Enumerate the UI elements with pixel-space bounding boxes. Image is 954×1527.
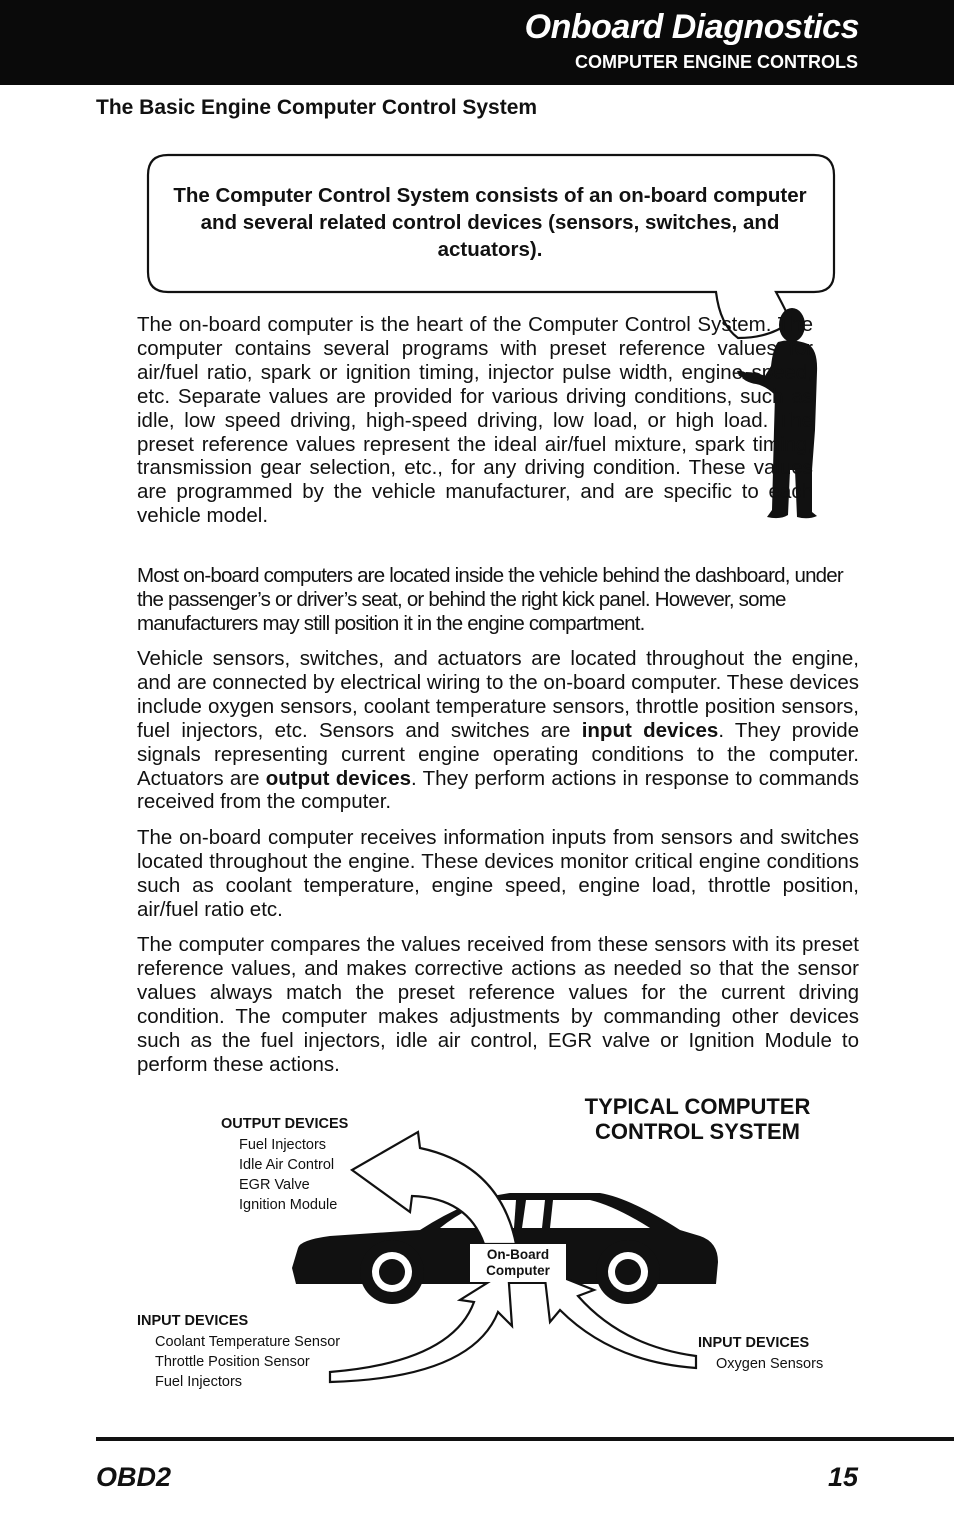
input-arrow-left (330, 1270, 512, 1382)
input-devices-right-heading: INPUT DEVICES (698, 1335, 810, 1351)
paragraph-devices-text-e: . They perform actions in response to commands received from the computer. (137, 766, 859, 814)
paragraph-inputs: The on-board computer receives information inputs from sensors and switches located throughout the engine. These devices monitor critical engine conditions such as coolant temperature, engine speed, engine load, throttle position, air/fuel ratio etc. (137, 826, 859, 921)
paragraph-intro-text: The on-board computer is the heart of the Computer Control System. The computer contains several programs with preset reference values for air/fuel ratio, spark or ignition timing, injector pulse width, engine speed, etc. Separate values are provided for various driving conditions, such as idle, low speed driving, high-speed driving, low load, or high load. The preset reference values represent the ideal air/fuel mixture, spark timing, transmission gear selection, etc., for any driving condition. These values are programmed by the vehicle manufacturer, and are specific to each vehicle model. (137, 313, 813, 528)
section-title: The Basic Engine Computer Control System (96, 96, 538, 119)
term-output-devices: output devices (265, 766, 411, 790)
paragraph-location: Most on-board computers are located inside the vehicle behind the dashboard, under the passenger’s or driver’s seat, or behind the right kick panel. However, some manufacturers may still position it in the engine compartment. (137, 564, 843, 635)
paragraph-devices-text-a: Vehicle sensors, switches, and actuators are located throughout the engine, and are connected by electrical wiring to the on-board computer. These devices include oxygen sensors, coolant temperature sensors, throttle position sensors, fuel injectors, etc. Sensors and switches are (137, 647, 859, 742)
input-device-item: Fuel Injectors (155, 1374, 243, 1390)
paragraph-devices-text-c: . They provide signals representing current engine operating conditions to the computer. Actuators are (137, 718, 860, 790)
page-number: 15 (827, 1462, 858, 1492)
input-devices-left-heading: INPUT DEVICES (137, 1313, 249, 1329)
input-devices-right-list (716, 1354, 823, 1374)
input-device-item: Oxygen Sensors (716, 1356, 824, 1372)
paragraph-corrections: The computer compares the values received from these sensors with its preset reference values, and makes corrective actions as needed so that the sensor values always match the preset reference values for the current driving condition. The computer makes adjustments by commanding other devices such as the fuel injectors, idle air control, EGR valve or Ignition Module to perform these actions. (137, 933, 859, 1076)
footer-rule (96, 1437, 954, 1441)
onboard-computer-label (470, 1244, 566, 1282)
output-device-item: Fuel Injectors (239, 1137, 327, 1153)
footer-manual-name: OBD2 (96, 1462, 172, 1492)
input-device-item: Coolant Temperature Sensor (155, 1334, 341, 1350)
output-device-item: EGR Valve (239, 1177, 310, 1193)
output-devices-heading: OUTPUT DEVICES (221, 1116, 349, 1132)
output-device-item: Idle Air Control (239, 1157, 335, 1173)
input-devices-left-list (155, 1332, 340, 1392)
input-device-item: Throttle Position Sensor (155, 1354, 310, 1370)
figure-title: TYPICAL COMPUTER CONTROL SYSTEM (584, 1094, 811, 1144)
output-devices-list (239, 1135, 337, 1215)
term-input-devices: input devices (581, 718, 719, 742)
header-title: Onboard Diagnostics (524, 8, 859, 46)
output-device-item: Ignition Module (239, 1197, 338, 1213)
callout-text: The Computer Control System consists of an on-board computer and several related control devices (sensors, switches, and actuators). (173, 184, 807, 261)
header-subtitle: COMPUTER ENGINE CONTROLS (574, 52, 858, 72)
onboard-computer-text: On-Board Computer (486, 1247, 550, 1278)
